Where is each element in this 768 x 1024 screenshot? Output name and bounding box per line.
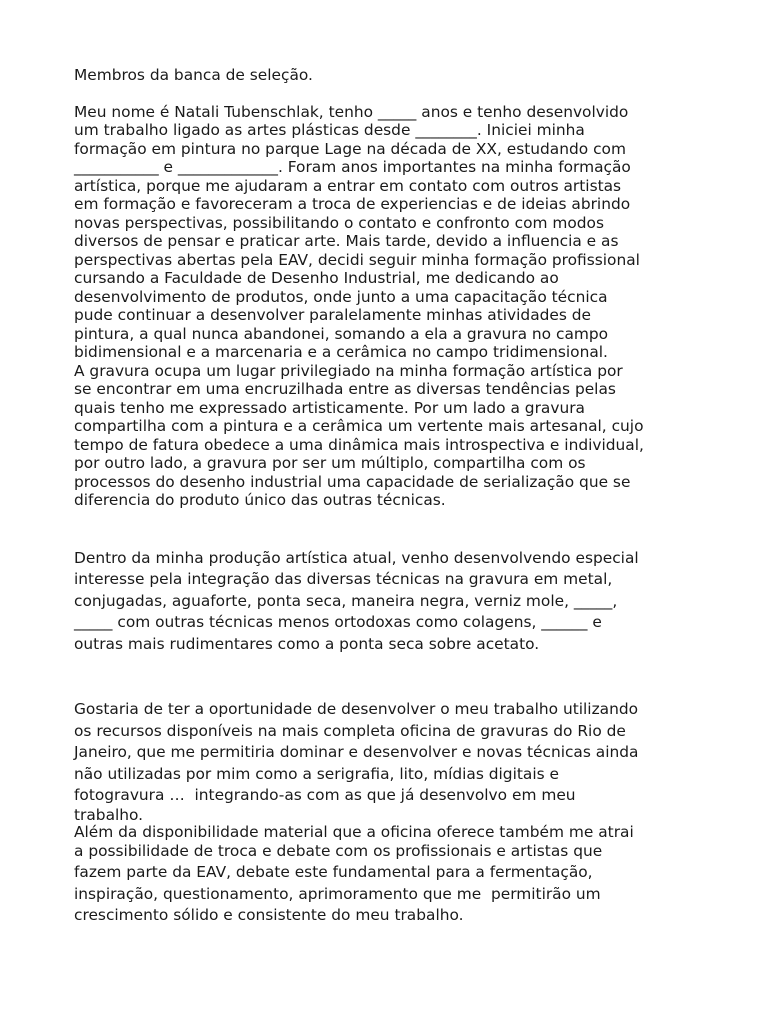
letter-body	[74, 66, 699, 927]
text-line: quais tenho me expressado artisticamente. Por um lado a gravura	[74, 398, 585, 417]
text-line: não utilizadas por mim como a serigrafia, lito, mídias digitais e	[74, 764, 559, 783]
paragraph-spacer	[74, 510, 699, 548]
text-line: desenvolvimento de produtos, onde junto a uma capacitação técnica	[74, 287, 608, 306]
text-line: trabalho.	[74, 805, 144, 824]
text-line: diversos de pensar e praticar arte. Mais tarde, devido a influencia e as	[74, 232, 619, 250]
text-line: se encontrar em uma encruzilhada entre as diversas tendências pelas	[74, 380, 616, 398]
text-line: perspectivas abertas pela EAV, decidi seguir minha formação profissional	[74, 250, 640, 269]
text-line: um trabalho ligado as artes plásticas desde ________. Iniciei minha	[74, 121, 585, 139]
text-line: Janeiro, que me permitiria dominar e desenvolver e novas técnicas ainda	[74, 743, 639, 761]
text-line: inspiração, questionamento, aprimoramento que me permitirão um	[74, 884, 601, 903]
salutation: Membros da banca de seleção.	[74, 66, 313, 84]
text-line: fazem parte da EAV, debate este fundamental para a fermentação,	[74, 863, 593, 881]
text-line: em formação e favoreceram a troca de experiencias e de ideias abrindo	[74, 195, 631, 213]
paragraph-oficina	[74, 699, 699, 824]
text-line: por outro lado, a gravura por ser um múltiplo, compartilha com os	[74, 454, 586, 472]
text-line: crescimento sólido e consistente do meu trabalho.	[74, 906, 464, 924]
text-line: fotogravura … integrando-as com as que já desenvolvo em meu	[74, 786, 576, 804]
text-line: conjugadas, aguaforte, ponta seca, maneira negra, verniz mole, _____,	[74, 591, 618, 610]
text-line: ___________ e _____________. Foram anos importantes na minha formação	[74, 158, 631, 176]
text-line: a possibilidade de troca e debate com os profissionais e artistas que	[74, 841, 603, 860]
paragraph-producao	[74, 548, 699, 656]
text-line: pude continuar a desenvolver paralelamente minhas atividades de	[74, 306, 592, 324]
text-line: pintura, a qual nunca abandonei, somando a ela a gravura no campo	[74, 324, 609, 343]
text-line: processos do desenho industrial uma capacidade de serialização que se	[74, 472, 631, 491]
text-line: A gravura ocupa um lugar privilegiado na minha formação artística por	[74, 361, 623, 380]
text-line: Gostaria de ter a oportunidade de desenvolver o meu trabalho utilizando	[74, 700, 639, 718]
text-line: cursando a Faculdade de Desenho Industrial, me dedicando ao	[74, 269, 559, 287]
text-line: formação em pintura no parque Lage na década de XX, estudando com	[74, 139, 626, 158]
paragraph-gravura	[74, 362, 699, 510]
text-line: os recursos disponíveis na mais completa oficina de gravuras do Rio de	[74, 721, 626, 740]
text-line: _____ com outras técnicas menos ortodoxas como colagens, ______ e	[74, 613, 602, 631]
paragraph-debate	[74, 824, 699, 927]
text-line: outras mais rudimentares como a ponta seca sobre acetato.	[74, 634, 540, 653]
paragraph-introduction	[74, 103, 699, 362]
text-line: diferencia do produto único das outras técnicas.	[74, 491, 446, 509]
text-line: Dentro da minha produção artística atual, venho desenvolvendo especial	[74, 548, 639, 567]
text-line: interesse pela integração das diversas técnicas na gravura em metal,	[74, 570, 613, 588]
text-line: bidimensional e a marcenaria e a cerâmica no campo tridimensional.	[74, 343, 608, 361]
text-line: novas perspectivas, possibilitando o contato e confronto com modos	[74, 213, 604, 232]
paragraph-spacer	[74, 655, 699, 699]
text-line: artística, porque me ajudaram a entrar em contato com outros artistas	[74, 176, 622, 195]
text-line: Além da disponibilidade material que a oficina oferece também me atrai	[74, 822, 634, 841]
text-line: compartilha com a pintura e a cerâmica um vertente mais artesanal, cujo	[74, 417, 644, 435]
text-line: tempo de fatura obedece a uma dinâmica mais introspectiva e individual,	[74, 435, 644, 454]
text-line: Meu nome é Natali Tubenschlak, tenho _____ anos e tenho desenvolvido	[74, 102, 629, 121]
